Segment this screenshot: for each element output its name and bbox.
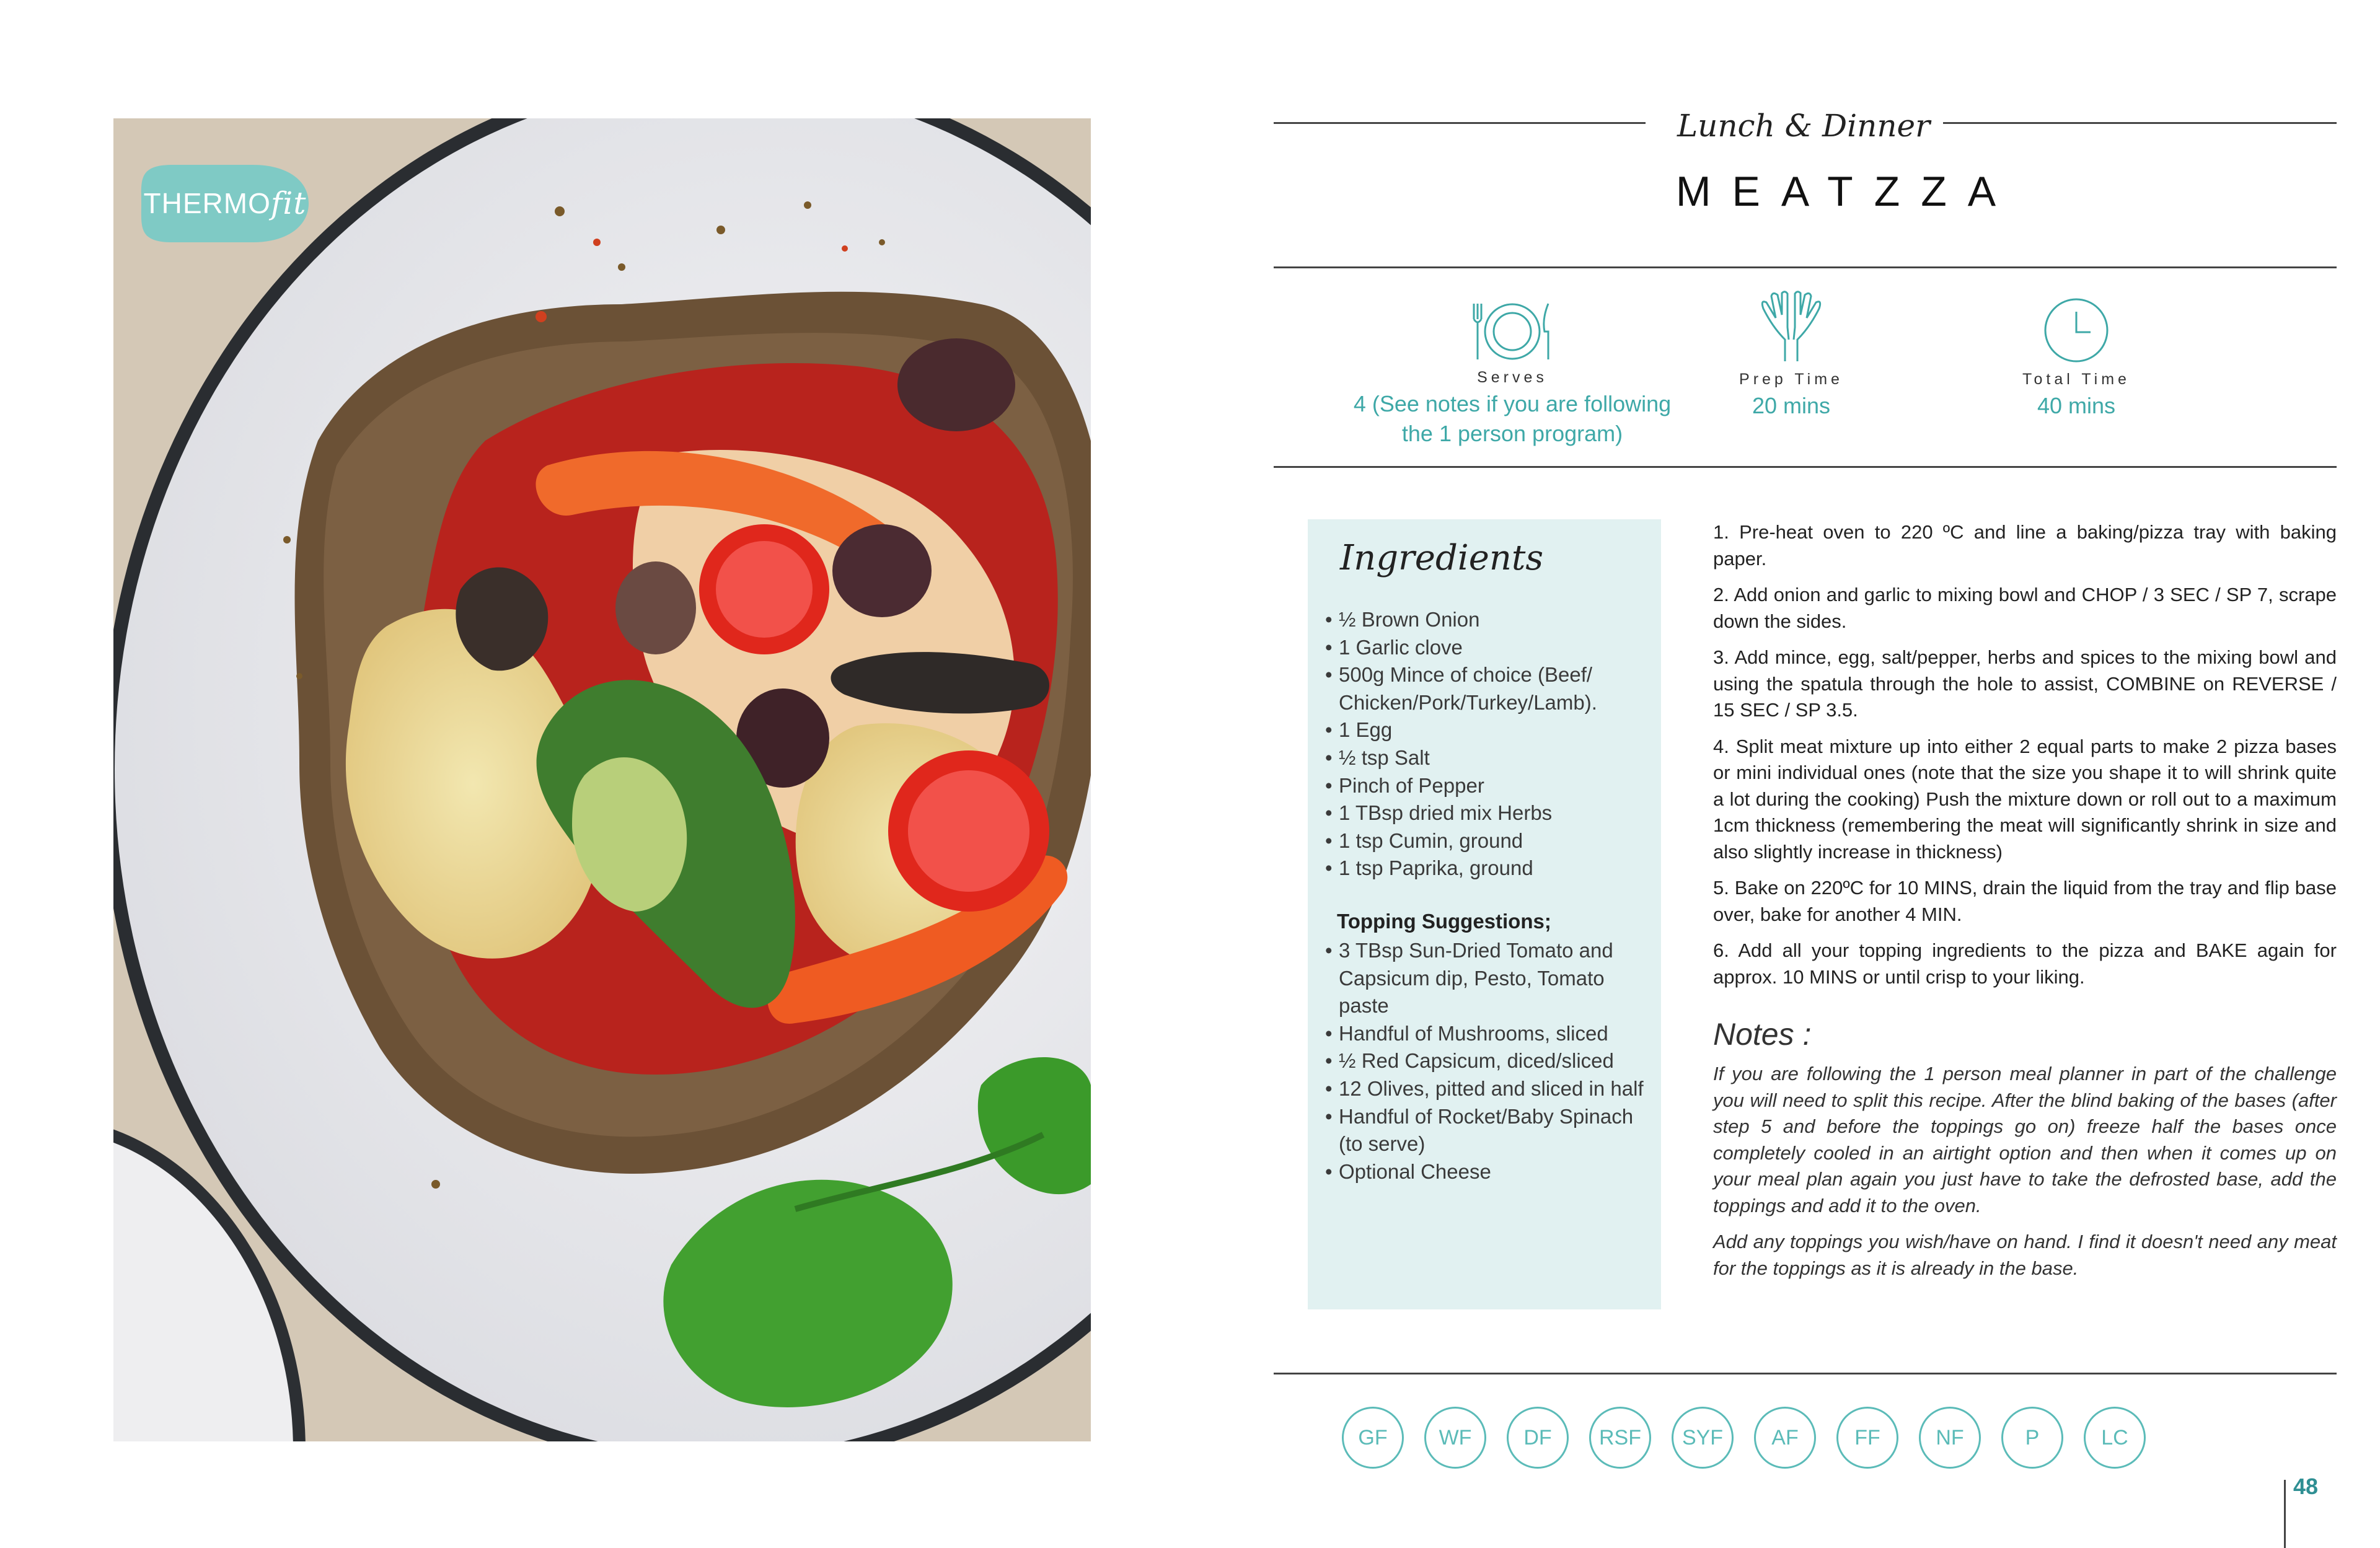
logo-suffix: fit: [270, 185, 307, 221]
ingredient-item: • 1 Garlic clove: [1325, 634, 1654, 662]
note-paragraph: Add any toppings you wish/have on hand. I find it doesn't need any meat for the toppings as it is already in the base.: [1713, 1231, 2337, 1279]
method-step: 4. Split meat mixture up into either 2 equal parts to make 2 pizza bases or mini individual ones (note that the size you shape it to will shrink quite a lot during the cooking) Push the mixture down or roll out to a maximum 1cm thickness (remembering the meat will significantly shrink in size and also slightly increase in thickness): [1713, 735, 2337, 863]
header-rule-right: [1943, 122, 2337, 124]
topping-item: • 12 Olives, pitted and sliced in half: [1325, 1075, 1654, 1103]
plate-cutlery-icon: [1469, 294, 1556, 363]
hands-icon: [1748, 290, 1835, 364]
meatzza-photo-illustration: [113, 118, 1091, 1441]
dietary-badge-af: AF: [1754, 1407, 1816, 1469]
prep-time-value: 20 mins: [1752, 393, 1831, 418]
method-steps: [1713, 519, 2337, 1000]
toppings-list: [1325, 937, 1654, 1185]
method-step: 1. Pre-heat oven to 220 ºC and line a baking/pizza tray with baking paper.: [1713, 521, 2337, 570]
notes-body: [1713, 1061, 2337, 1291]
topping-item: • Handful of Rocket/Baby Spinach (to serve): [1325, 1103, 1654, 1158]
stats-divider: [1274, 466, 2337, 468]
recipe-title: MEATZZA: [1675, 168, 2017, 215]
dietary-badge-ff: FF: [1836, 1407, 1898, 1469]
clock-icon: [2042, 296, 2110, 364]
ingredient-item: • 1 tsp Paprika, ground: [1325, 855, 1654, 882]
title-divider: [1274, 266, 2337, 268]
dietary-badge-lc: LC: [2084, 1407, 2146, 1469]
prep-time-label: Prep Time: [1739, 371, 1843, 388]
ingredient-item: • 500g Mince of choice (Beef/ Chicken/Pork/Turkey/Lamb).: [1325, 661, 1654, 716]
page-number: 48: [2293, 1474, 2319, 1499]
category-label: Lunch & Dinner: [1677, 108, 1931, 144]
ingredient-item: • 1 tsp Cumin, ground: [1325, 827, 1654, 855]
ingredients-list: [1325, 606, 1654, 882]
ingredient-item: • ½ tsp Salt: [1325, 744, 1654, 772]
stat-total-time: [1996, 296, 2157, 421]
topping-item: • 3 TBsp Sun-Dried Tomato and Capsicum dip, Pesto, Tomato paste: [1325, 937, 1654, 1020]
dietary-badge-p: P: [2001, 1407, 2063, 1469]
dietary-badge-wf: WF: [1424, 1407, 1486, 1469]
recipe-photo: [113, 118, 1091, 1441]
thermofit-logo: [141, 157, 309, 250]
stat-serves: [1342, 294, 1683, 449]
total-time-label: Total Time: [2022, 371, 2130, 388]
header-rule-left: [1274, 122, 1646, 124]
dietary-badge-nf: NF: [1919, 1407, 1981, 1469]
method-step: 3. Add mince, egg, salt/pepper, herbs and spices to the mixing bowl and using the spatula through the hole to assist, COMBINE on REVERSE / 15 SEC / SP 3.5.: [1713, 646, 2337, 721]
topping-item: • Optional Cheese: [1325, 1158, 1654, 1186]
serves-label: Serves: [1477, 369, 1548, 386]
dietary-badge-rsf: RSF: [1589, 1407, 1651, 1469]
ingredient-item: • 1 Egg: [1325, 716, 1654, 744]
total-time-value: 40 mins: [2037, 393, 2116, 418]
ingredient-item: • ½ Brown Onion: [1325, 606, 1654, 634]
dietary-badges: [1342, 1407, 2166, 1472]
footer-rule: [1274, 1373, 2337, 1374]
serves-value: 4 (See notes if you are following the 1 person program): [1353, 391, 1672, 446]
topping-item: • ½ Red Capsicum, diced/sliced: [1325, 1047, 1654, 1075]
ingredient-item: • 1 TBsp dried mix Herbs: [1325, 799, 1654, 827]
page-number-divider: [2284, 1480, 2286, 1548]
dietary-badge-syf: SYF: [1672, 1407, 1734, 1469]
stat-prep-time: [1711, 290, 1872, 421]
method-step: 5. Bake on 220ºC for 10 MINS, drain the liquid from the tray and flip base over, bake for another 4 MIN.: [1713, 877, 2337, 925]
topping-suggestions-title: Topping Suggestions;: [1337, 910, 1551, 933]
notes-title: Notes :: [1713, 1017, 1812, 1052]
ingredient-item: • Pinch of Pepper: [1325, 772, 1654, 800]
ingredients-title: Ingredients: [1340, 538, 1544, 578]
topping-item: • Handful of Mushrooms, sliced: [1325, 1020, 1654, 1048]
note-paragraph: If you are following the 1 person meal planner in part of the challenge you will need to split this recipe. After the blind baking of the bases (after step 5 and before the toppings go on) freeze half the bases once completely cooled in an airtight option and then when it comes up on your meal plan again you just have to take the defrosted base, add the toppings and add it to the oven.: [1713, 1063, 2337, 1216]
method-step: 2. Add onion and garlic to mixing bowl and CHOP / 3 SEC / SP 7, scrape down the sides.: [1713, 584, 2337, 632]
dietary-badge-gf: GF: [1342, 1407, 1404, 1469]
dietary-badge-df: DF: [1507, 1407, 1569, 1469]
logo-prefix: THERMO: [143, 187, 271, 219]
method-step: 6. Add all your topping ingredients to the pizza and BAKE again for approx. 10 MINS or until crisp to your liking.: [1713, 939, 2337, 988]
